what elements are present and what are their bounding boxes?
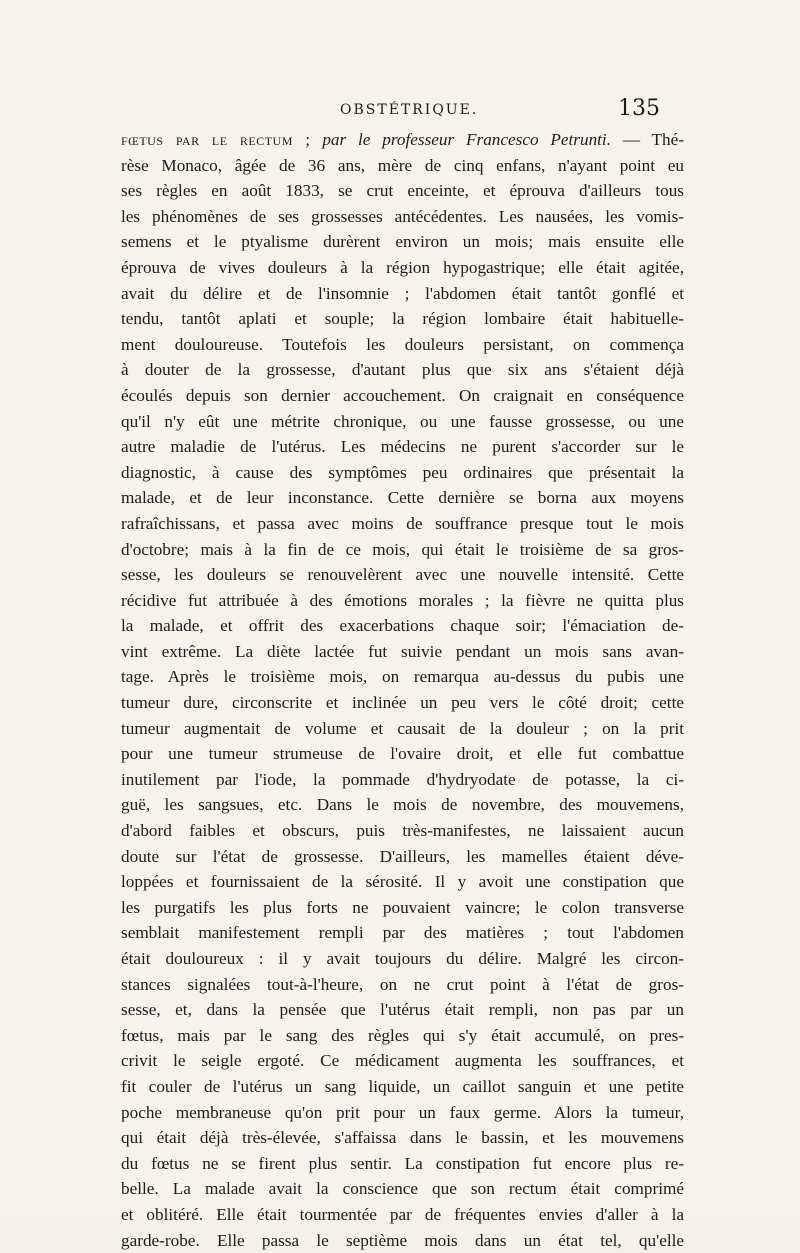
text-line: les purgatifs les plus forts ne pouvaient vaincre; le colon transverse — [121, 897, 684, 917]
text-line: qu'il n'y eût une métrite chronique, ou une fausse grossesse, ou une — [121, 411, 684, 431]
text-line: semens et le ptyalisme durèrent environ un mois; mais ensuite elle — [121, 232, 684, 252]
text-line: d'octobre; mais à la fin de ce mois, qui était le troisième de sa gros- — [121, 539, 684, 559]
text-line: malade, et de leur inconstance. Cette dernière se borna aux moyens — [121, 488, 684, 508]
text-line: tendu, tantôt aplati et souple; la région lombaire était habituelle- — [121, 309, 684, 329]
text-line: la malade, et offrit des exacerbations chaque soir; l'émaciation de- — [121, 616, 684, 636]
text-line: avait du délire et de l'insomnie ; l'abdomen était tantôt gonflé et — [121, 283, 684, 303]
article-title-smallcaps: fœtus par le rectum ; — [121, 130, 311, 149]
text-line: du fœtus ne se firent plus sentir. La constipation fut encore plus re- — [121, 1153, 684, 1173]
text-line: à douter de la grossesse, d'autant plus que six ans s'étaient déjà — [121, 360, 684, 380]
text-line: guë, les sangsues, etc. Dans le mois de novembre, des mouvemens, — [121, 795, 684, 815]
text-line: fœtus, mais par le sang des règles qui s'y était accumulé, on pres- — [121, 1025, 684, 1045]
text-line: autre maladie de l'utérus. Les médecins ne purent s'accorder sur le — [121, 437, 684, 457]
text-line: diagnostic, à cause des symptômes peu ordinaires que présentait la — [121, 462, 684, 482]
text-line: fit couler de l'utérus un sang liquide, un caillot sanguin et une petite — [121, 1076, 684, 1096]
text-line: récidive fut attribuée à des émotions morales ; la fièvre ne quitta plus — [121, 590, 684, 610]
text-line: tumeur dure, circonscrite et inclinée un peu vers le côté droit; cette — [121, 693, 684, 713]
text-line: éprouva de vives douleurs à la région hypogastrique; elle était agitée, — [121, 257, 684, 277]
text-line: ment douloureuse. Toutefois les douleurs persistant, on commença — [121, 334, 684, 354]
text-line: doute sur l'état de grossesse. D'ailleurs, les mamelles étaient déve- — [121, 846, 684, 866]
text-line: loppées et fournissaient de la sérosité. Il y avoit une constipation que — [121, 872, 684, 892]
page-number: 135 — [618, 96, 660, 121]
text-line-first-rest: — Thé- — [611, 130, 684, 149]
text-line: qui était déjà très-élevée, s'affaissa dans le bassin, et les mouvemens — [121, 1128, 684, 1148]
text-line: rèse Monaco, âgée de 36 ans, mère de cinq enfans, n'ayant point eu — [121, 155, 684, 175]
text-line: crivit le seigle ergoté. Ce médicament augmenta les souffrances, et — [121, 1051, 684, 1071]
text-line: garde-robe. Elle passa le septième mois dans un état tel, qu'elle — [121, 1230, 684, 1250]
text-line: les phénomènes de ses grossesses antécédentes. Les nausées, les vomis- — [121, 206, 684, 226]
text-line: sesse, et, dans la pensée que l'utérus était rempli, non pas par un — [121, 1000, 684, 1020]
running-title: OBSTÉTRIQUE. — [340, 102, 479, 118]
text-line: ses règles en août 1833, se crut enceinte, et éprouva d'ailleurs tous — [121, 181, 684, 201]
text-line: tage. Après le troisième mois, on remarqua au-dessus du pubis une — [121, 667, 684, 687]
text-line: inutilement par l'iode, la pommade d'hydryodate de potasse, la ci- — [121, 769, 684, 789]
text-line-first — [121, 127, 684, 153]
text-line: rafraîchissans, et passa avec moins de souffrance presque tout le mois — [121, 513, 684, 533]
text-line: belle. La malade avait la conscience que son rectum était comprimé — [121, 1179, 684, 1199]
text-line: d'abord faibles et obscurs, puis très-manifestes, ne laissaient aucun — [121, 821, 684, 841]
text-line: vint extrême. La diète lactée fut suivie pendant un mois sans avan- — [121, 641, 684, 661]
text-line: était douloureux : il y avait toujours du délire. Malgré les circon- — [121, 949, 684, 968]
body-text — [121, 127, 684, 1253]
text-line: poche membraneuse qu'on prit pour un faux germe. Alors la tumeur, — [121, 1102, 684, 1122]
article-author-italic: par le professeur Francesco Petrunti. — [322, 130, 612, 149]
text-line: stances signalées tout-à-l'heure, on ne crut point à l'état de gros- — [121, 974, 684, 994]
text-line: semblait manifestement rempli par des matières ; tout l'abdomen — [121, 923, 684, 943]
running-head — [130, 96, 660, 130]
text-line: sesse, les douleurs se renouvelèrent avec une nouvelle intensité. Cette — [121, 565, 684, 585]
text-line: écoulés depuis son dernier accouchement. On craignait en conséquence — [121, 385, 684, 405]
text-line: tumeur augmentait de volume et causait de la douleur ; on la prit — [121, 718, 684, 738]
text-line: pour une tumeur strumeuse de l'ovaire droit, et elle fut combattue — [121, 744, 684, 764]
text-line: et oblitéré. Elle était tourmentée par de fréquentes envies d'aller à la — [121, 1204, 684, 1224]
